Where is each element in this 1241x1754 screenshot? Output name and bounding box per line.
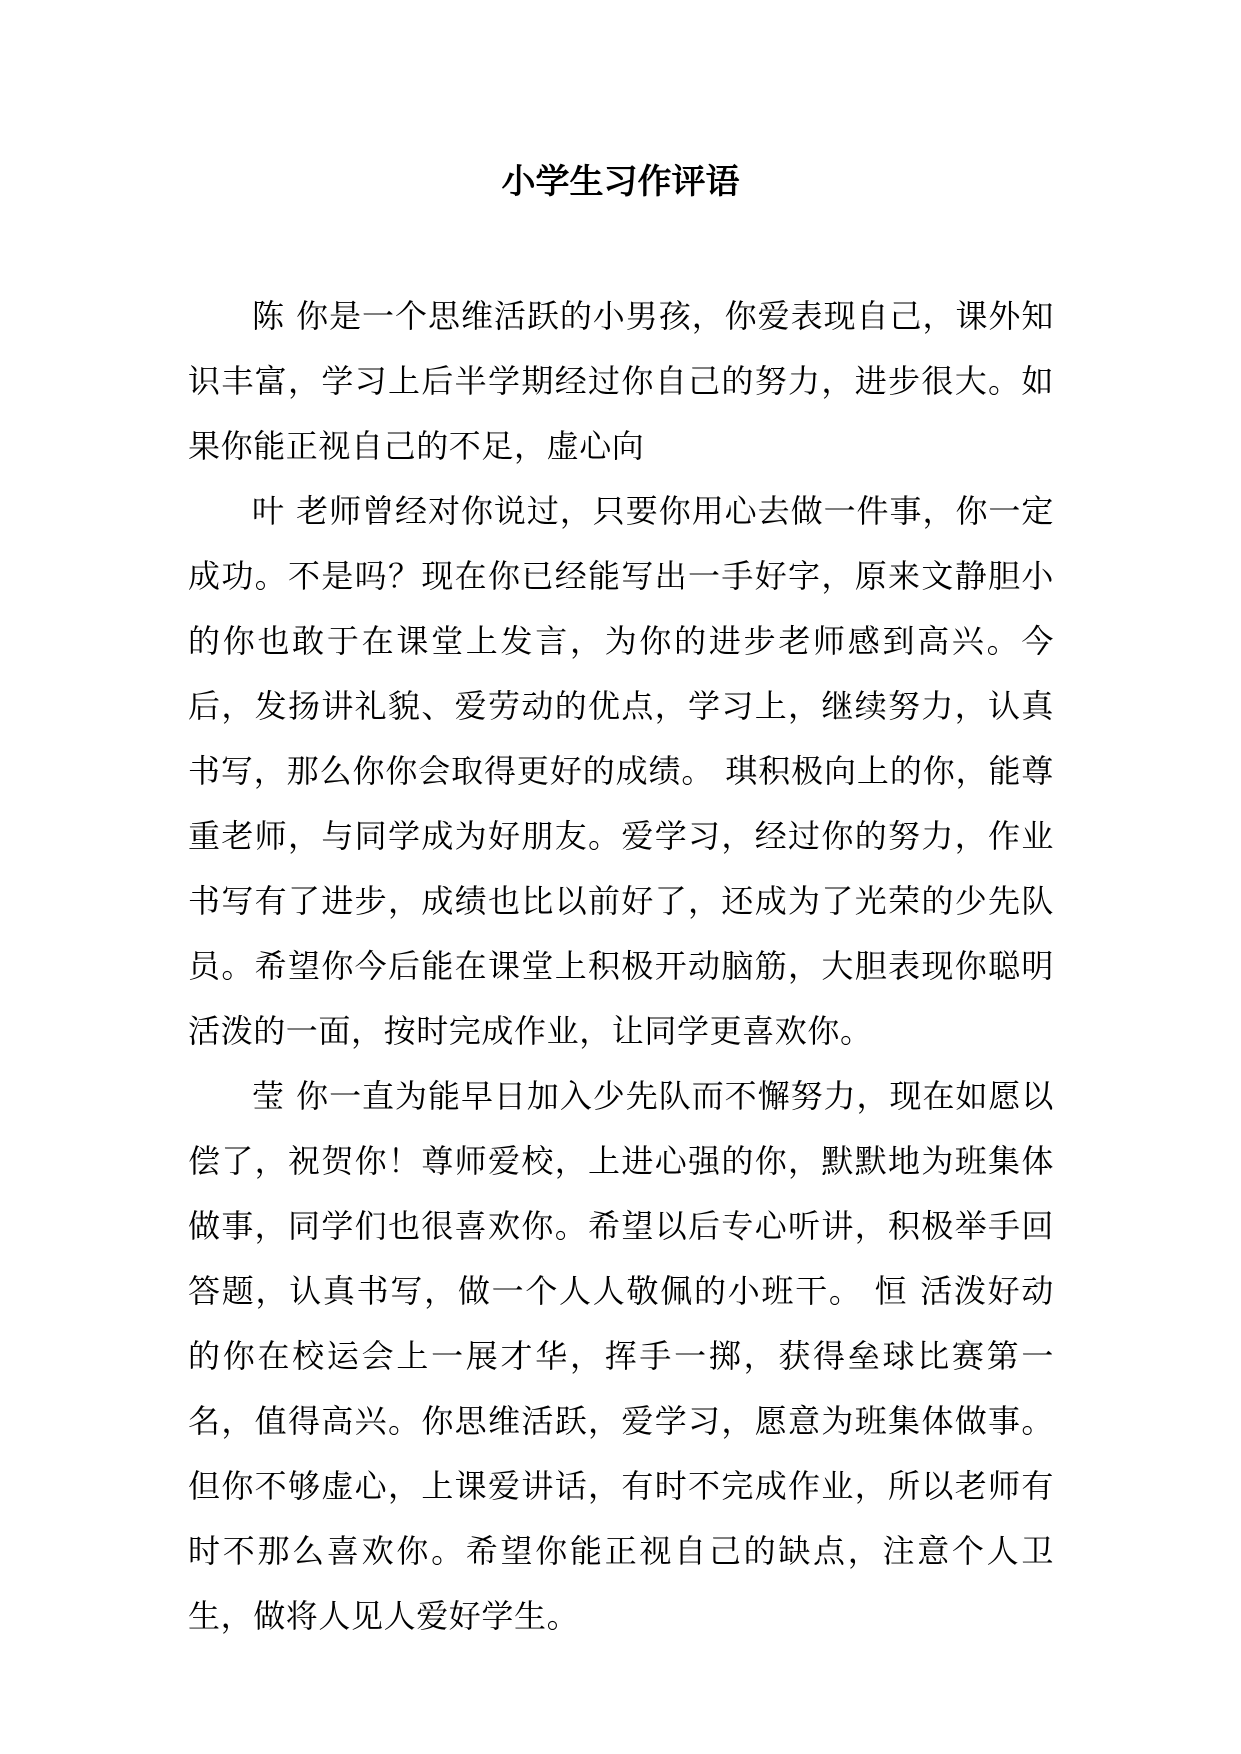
comment-paragraph-ye-qi: 叶 老师曾经对你说过，只要你用心去做一件事，你一定成功。不是吗？现在你已经能写出一手好字，原来文静胆小的你也敢于在课堂上发言，为你的进步老师感到高兴。今后，发扬讲礼貌、爱劳动的优点，学习上，继续努力，认真书写，那么你你会取得更好的成绩。 琪积极向上的你，能尊重老师，与同学成为好朋友。爱学习，经过你的努力，作业书写有了进步，成绩也比以前好了，还成为了光荣的少先队员。希望你今后能在课堂上积极开动脑筋，大胆表现你聪明活泼的一面，按时完成作业，让同学更喜欢你。 xyxy=(188,492,1054,1050)
document-title: 小学生习作评语 xyxy=(501,162,740,202)
document-body xyxy=(188,284,1054,1649)
comment-paragraph-ying-heng: 莹 你一直为能早日加入少先队而不懈努力，现在如愿以偿了，祝贺你！尊师爱校，上进心强的你，默默地为班集体做事，同学们也很喜欢你。希望以后专心听讲，积极举手回答题，认真书写，做一个人人敬佩的小班干。 恒 活泼好动的你在校运会上一展才华，挥手一掷，获得垒球比赛第一名，值得高兴。你思维活跃，爱学习，愿意为班集体做事。但你不够虚心，上课爱讲话，有时不完成作业，所以老师有时不那么喜欢你。希望你能正视自己的缺点，注意个人卫生，做将人见人爱好学生。 xyxy=(188,1077,1054,1635)
comment-paragraph-chen: 陈 你是一个思维活跃的小男孩，你爱表现自己，课外知识丰富，学习上后半学期经过你自己的努力，进步很大。如果你能正视自己的不足，虚心向 xyxy=(188,297,1054,465)
